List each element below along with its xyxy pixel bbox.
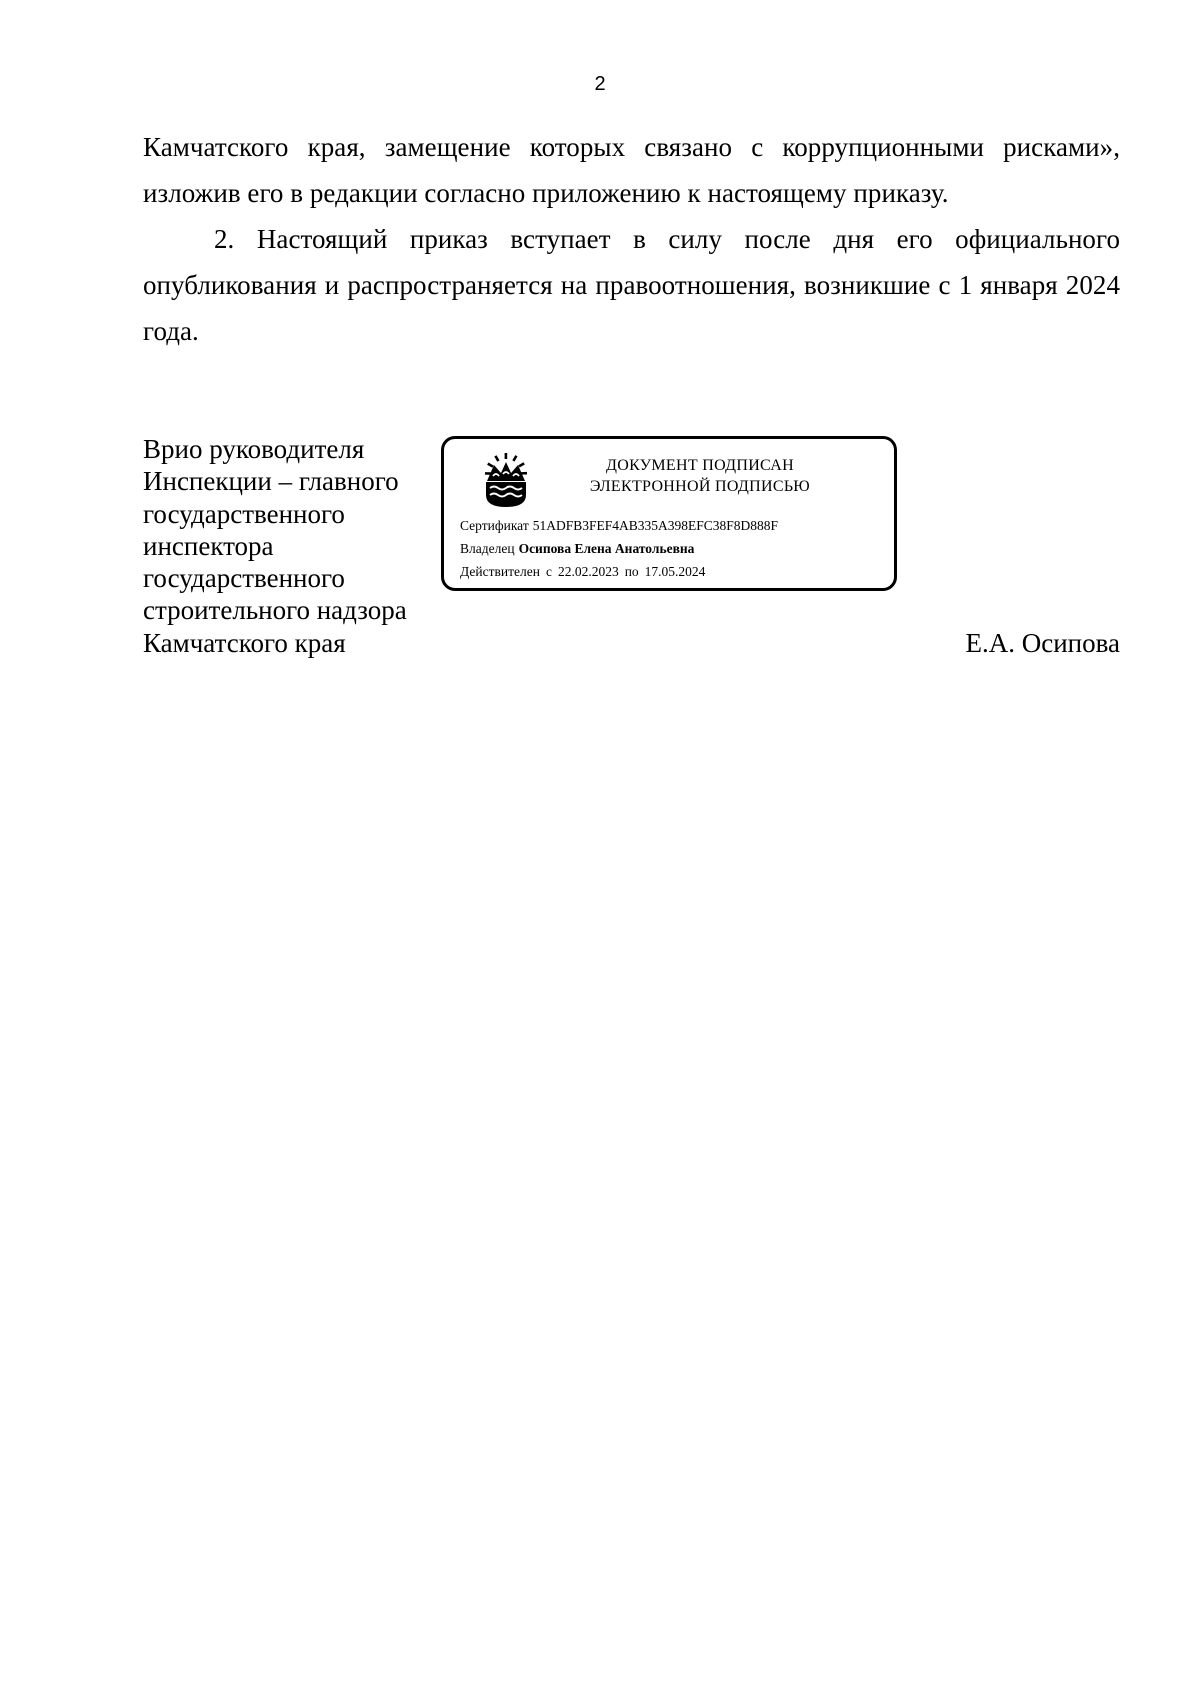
signer-title-line: Врио руководителя <box>143 434 365 464</box>
valid-to-label: по <box>624 564 639 579</box>
paragraph-item-2 <box>143 216 1120 354</box>
signer-title-line: Инспекции – главного <box>143 466 399 497</box>
signer-title-line: государственного <box>143 563 345 594</box>
valid-from-label: с <box>545 564 552 579</box>
signer-title-line: строительного надзора <box>143 595 407 626</box>
stamp-validity-row <box>460 563 705 580</box>
valid-to-date: 17.05.2024 <box>644 564 706 579</box>
stamp-heading-line: ДОКУМЕНТ ПОДПИСАН <box>606 457 794 474</box>
valid-from-date: 22.02.2023 <box>557 564 619 579</box>
stamp-heading <box>550 455 850 497</box>
stamp-certificate-row <box>460 517 778 534</box>
owner-label: Владелец <box>460 541 515 556</box>
signer-title-line: государственного <box>143 498 345 529</box>
certificate-label: Сертификат <box>460 518 529 533</box>
certificate-value: 51ADFB3FEF4AB335A398EFC38F8D888F <box>532 518 779 533</box>
paragraph-2-text: 2. Настоящий приказ вступает в силу после дня его официального опубликования и распространяется на правоотношения, возникшие с 1 января 2024 года. <box>143 224 1120 346</box>
valid-label: Действителен <box>460 564 540 579</box>
paragraph-1-text: Камчатского края, замещение которых связано с коррупционными рисками», изложив его в редакции согласно приложению к настоящему приказу. <box>143 132 1120 208</box>
signer-name: Е.А. Осипова <box>965 628 1120 658</box>
page-number: 2 <box>594 73 606 95</box>
kamchatka-coat-of-arms-icon <box>483 452 529 508</box>
owner-value: Осипова Елена Анатольевна <box>518 541 695 556</box>
paragraph-continuation <box>143 124 1120 216</box>
electronic-signature-stamp <box>441 436 897 591</box>
stamp-heading-line: ЭЛЕКТРОННОЙ ПОДПИСЬЮ <box>589 478 811 495</box>
signer-title <box>143 433 443 659</box>
signer-title-line: инспектора <box>143 530 274 561</box>
stamp-owner-row <box>460 540 694 557</box>
signer-title-line: Камчатского края <box>143 627 346 658</box>
